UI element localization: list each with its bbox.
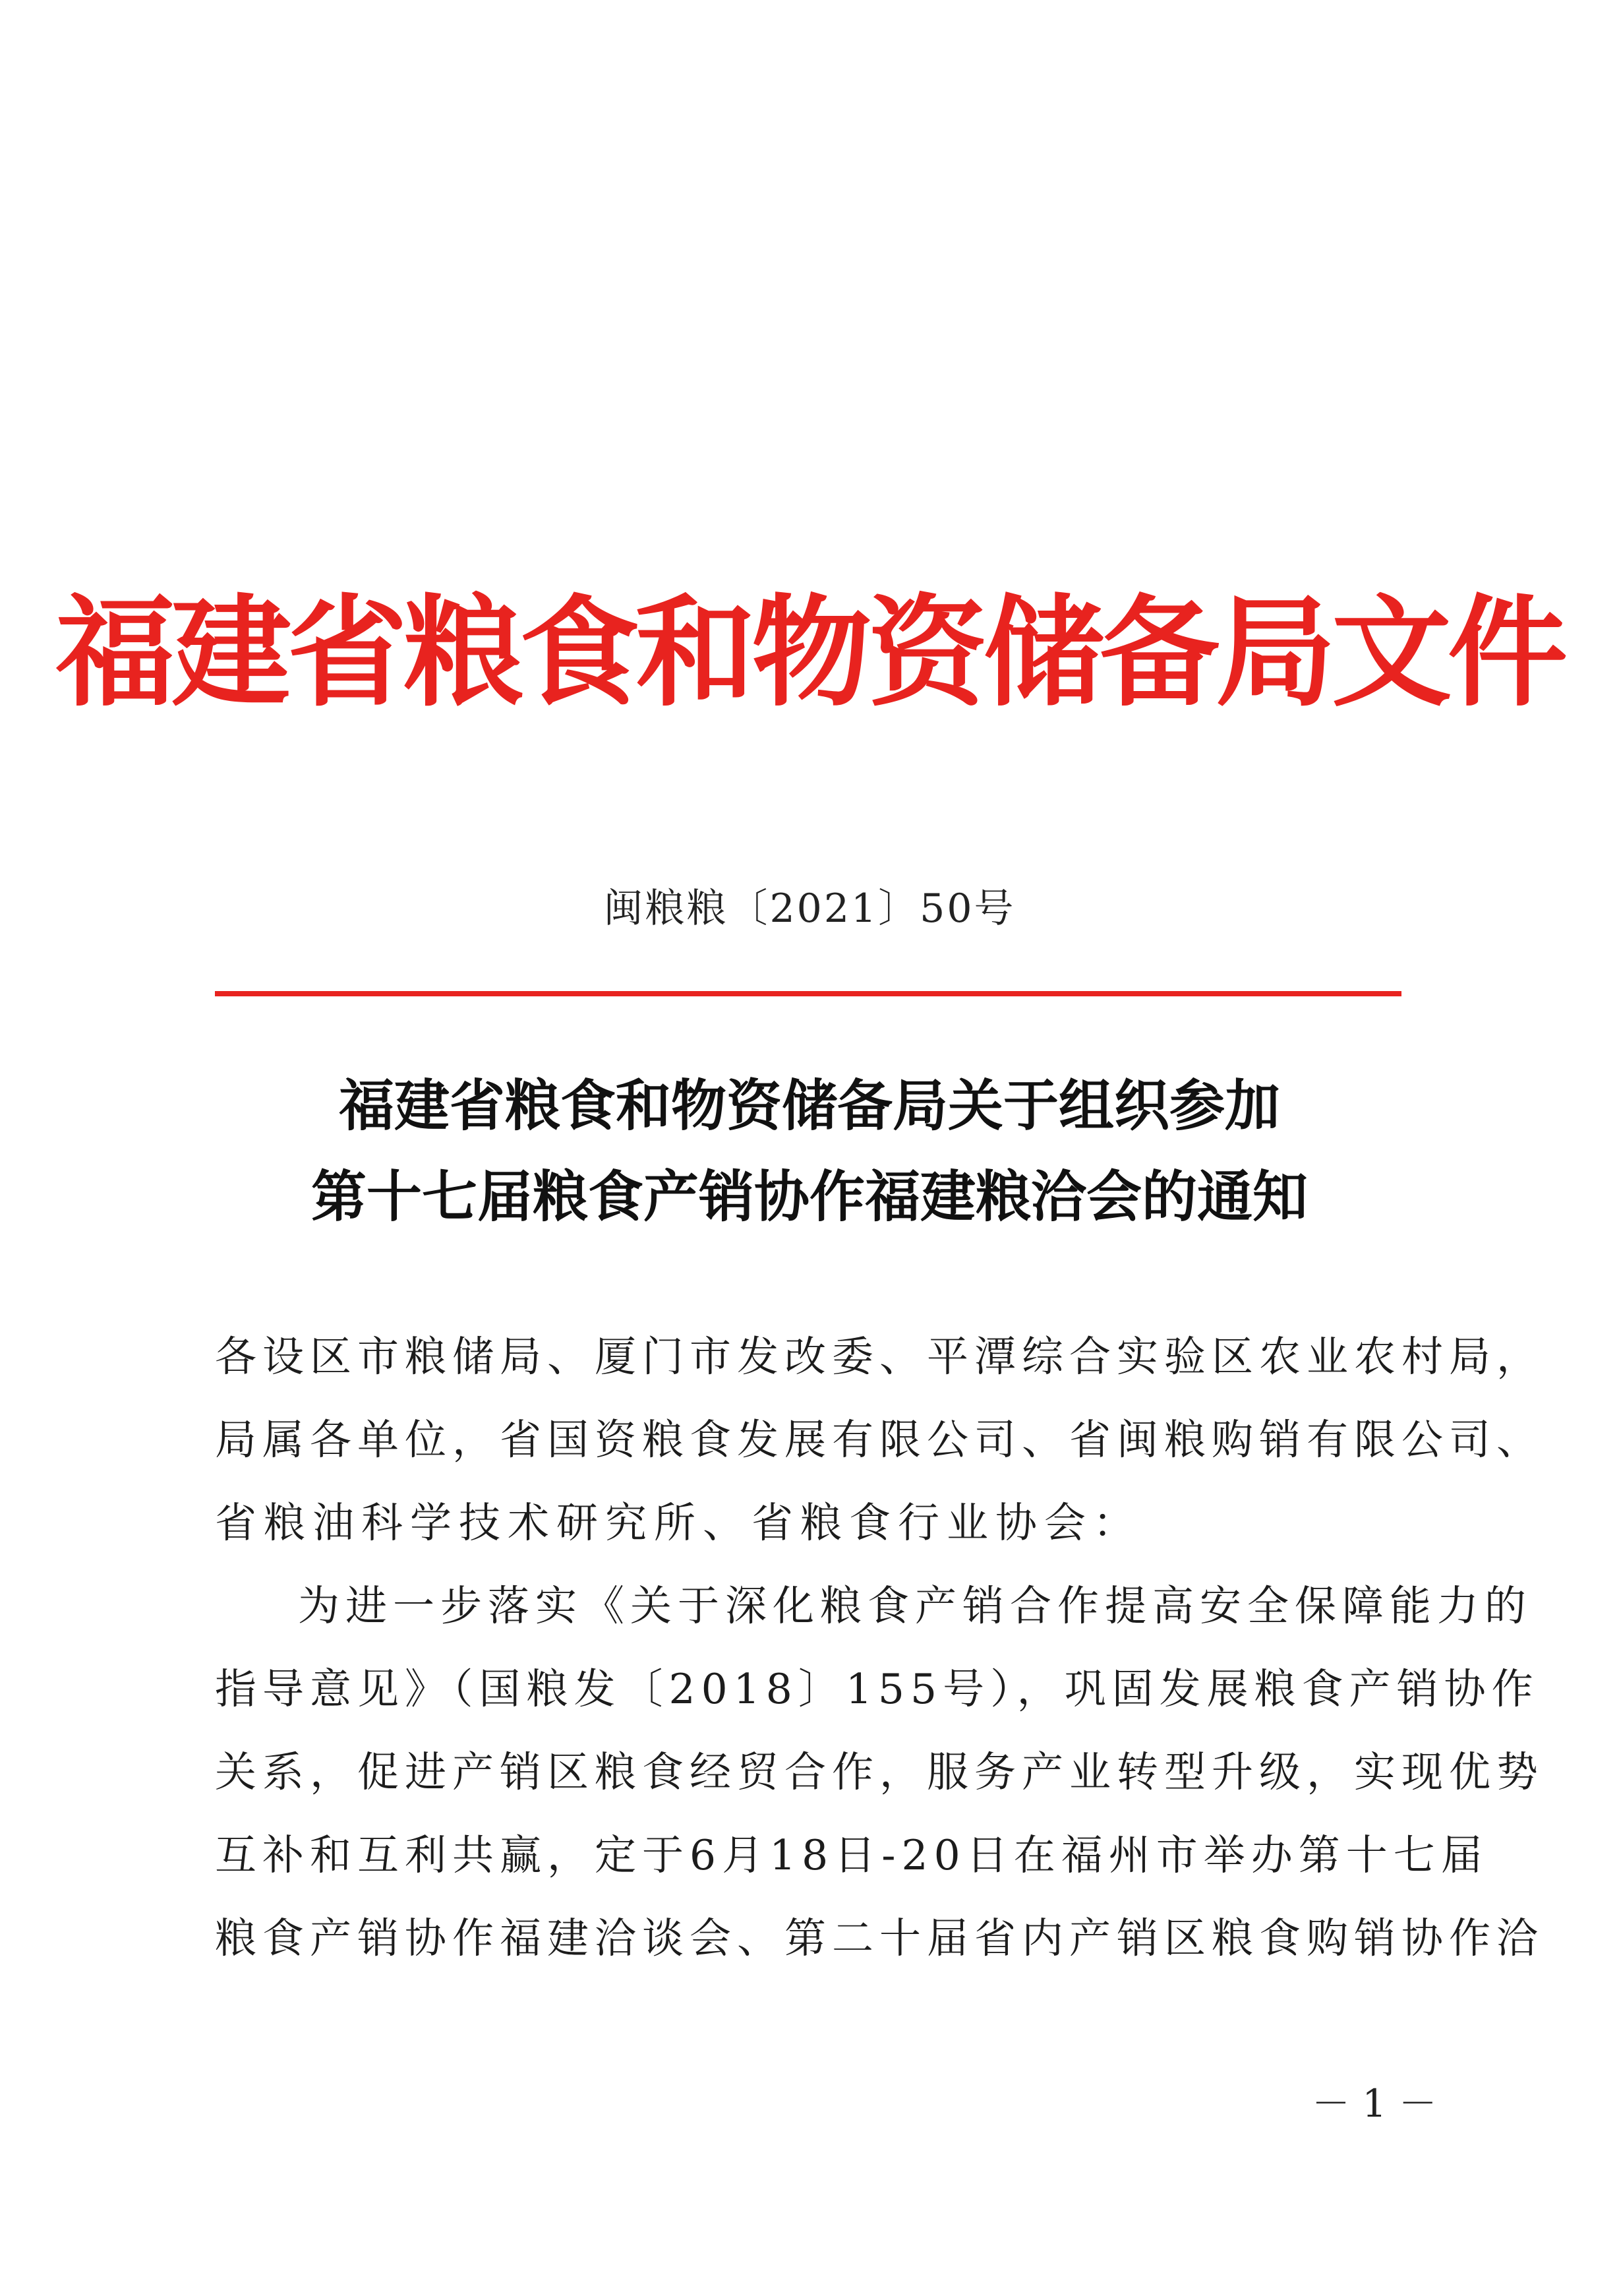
addressee-line: 省粮油科学技术研究所、省粮食行业协会： [215,1499,1142,1547]
body-paragraph-line: 指导意见》（国粮发〔2018〕155号），巩固发展粮食产销协作 [215,1665,1539,1713]
addressee-line: 局属各单位，省国资粮食发展有限公司、省闽粮购销有限公司、 [215,1416,1544,1464]
addressee-line: 各设区市粮储局、厦门市发改委、平潭综合实验区农业农村局， [215,1333,1544,1381]
body-paragraph-line: 关系，促进产销区粮食经贸合作，服务产业转型升级，实现优势 [215,1748,1544,1796]
body-paragraph-line: 粮食产销协作福建洽谈会、第二十届省内产销区粮食购销协作洽 [215,1914,1544,1962]
page-number: － 1 － [1312,2081,1437,2126]
body-paragraph-line: 为进一步落实《关于深化粮食产销合作提高安全保障能力的 [298,1582,1532,1630]
document-title [0,1060,1619,1242]
body-paragraph-line: 互补和互利共赢，定于6月18日-20日在福州市举办第十七届 [215,1831,1488,1879]
document-body [215,1315,1544,1980]
title-line: 福建省粮食和物资储备局关于组织参加 [338,1073,1280,1138]
title-line: 第十七届粮食产销协作福建粮洽会的通知 [310,1164,1308,1229]
document-number: 闽粮粮〔2021〕50号 [603,886,1016,932]
masthead-title: 福建省粮食和物资储备局文件 [55,583,1564,723]
red-separator-rule [215,991,1401,996]
